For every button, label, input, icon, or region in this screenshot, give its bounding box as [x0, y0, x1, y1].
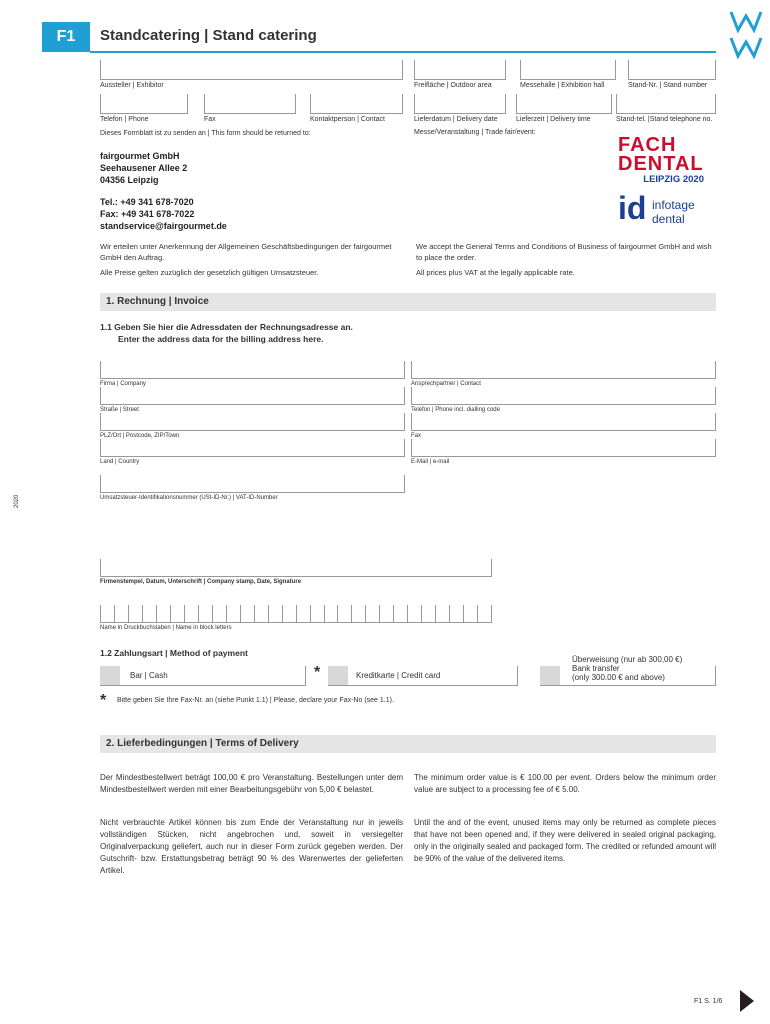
billing-email-label: E-Mail | e-mail	[411, 459, 450, 465]
outdoor-area-label: Freifläche | Outdoor area	[414, 82, 492, 89]
address-company: fairgourmet GmbH	[100, 151, 180, 161]
billing-fax-field[interactable]	[411, 413, 716, 431]
terms-en-1: We accept the General Terms and Conditions of Business of fairgourmet GmbH and wish to place the order.	[416, 242, 712, 262]
street-label: Straße | Street	[100, 407, 139, 413]
exhibition-hall-label: Messehalle | Exhibition hall	[520, 82, 605, 89]
stamp-signature-label: Firmenstempel, Datum, Unterschrift | Company stamp, Date, Signature	[100, 579, 302, 585]
id-text: id	[618, 190, 647, 226]
delivery-date-field[interactable]	[414, 94, 506, 114]
side-year-label: 2020	[14, 494, 20, 508]
payment-title: 1.2 Zahlungsart | Method of payment	[100, 648, 248, 658]
stand-telephone-label: Stand-tel. |Stand telephone no.	[616, 116, 713, 123]
fax-field[interactable]	[204, 94, 296, 114]
billing-phone-field[interactable]	[411, 387, 716, 405]
infotage-dental-logo	[618, 190, 718, 230]
billing-instruction-en: Enter the address data for the billing address here.	[118, 334, 324, 344]
section-delivery-bar	[100, 735, 716, 753]
billing-contact-field[interactable]	[411, 361, 716, 379]
block-letters-label: Name in Druckbuchstaben | Name in block letters	[100, 625, 232, 631]
delivery-en-1: The minimum order value is € 100.00 per event. Orders below the minimum order value are subject to a processing fee of € 5.00.	[414, 773, 716, 794]
phone-field[interactable]	[100, 94, 188, 114]
section-invoice-bar	[100, 293, 716, 311]
billing-phone-label: Telefon | Phone incl. dialling code	[411, 407, 500, 413]
contact-label: Kontaktperson | Contact	[310, 116, 385, 123]
credit-card-label: Kreditkarte | Credit card	[356, 671, 441, 680]
exhibition-hall-field[interactable]	[520, 60, 616, 80]
billing-email-field[interactable]	[411, 439, 716, 457]
page-title: Standcatering | Stand catering	[100, 27, 317, 44]
fax-label: Fax	[204, 116, 216, 123]
address-block	[100, 150, 187, 186]
next-page-arrow-icon[interactable]	[740, 990, 754, 1012]
country-field[interactable]	[100, 439, 405, 457]
country-label: Land | Country	[100, 459, 140, 465]
block-letters-field[interactable]	[100, 605, 492, 623]
company-label: Firma | Company	[100, 381, 146, 387]
contact-block	[100, 196, 227, 232]
street-field[interactable]	[100, 387, 405, 405]
page-number: F1 S. 1/6	[694, 998, 723, 1005]
leipzig-text: LEIPZIG 2020	[643, 174, 704, 185]
exhibitor-field[interactable]	[100, 60, 403, 80]
postcode-label: PLZ/Ort | Postcode, ZIP/Town	[100, 433, 180, 439]
billing-instruction-de: 1.1 Geben Sie hier die Adressdaten der Rechnungsadresse an.	[100, 322, 353, 332]
bank-transfer-label-note: (only 300.00 € and above)	[572, 673, 665, 682]
terms-de-2: Alle Preise gelten zuzüglich der gesetzlich gültigen Umsatzsteuer.	[100, 268, 319, 277]
fax-note: Bitte geben Sie Ihre Fax-Nr. an (siehe Punkt 1.1) | Please, declare your Fax-No (see 1.1).	[117, 697, 394, 704]
infotage-text: infotage	[652, 198, 695, 212]
address-street: Seehausener Allee 2	[100, 163, 188, 173]
delivery-date-label: Lieferdatum | Delivery date	[414, 116, 498, 123]
delivery-en-2: Until the and of the event, unused items may only be returned as complete pieces that have not been opened and, if they were delivered in sealed original packaging, only in the originally sealed and packaged form. The credited or refunded amount will be 90% of the value of the delivered items.	[414, 818, 716, 863]
bank-transfer-label	[572, 655, 682, 682]
credit-card-asterisk: *	[314, 664, 321, 681]
dental-sub-text: dental	[652, 212, 685, 226]
return-note: Dieses Formblatt ist zu senden an | This form should be returned to:	[100, 130, 311, 137]
delivery-de-1: Der Mindestbestellwert beträgt 100,00 € pro Veranstaltung. Bestellungen unter dem Mindestbestellwert werden mit einer Bearbeitungsgebühr von 5,00 € belastet.	[100, 773, 403, 794]
stand-number-label: Stand-Nr. | Stand number	[628, 82, 708, 89]
stand-number-field[interactable]	[628, 60, 716, 80]
bank-transfer-label-en: Bank transfer	[572, 664, 620, 673]
terms-en-2: All prices plus VAT at the legally applicable rate.	[416, 268, 575, 277]
contact-field[interactable]	[310, 94, 403, 114]
delivery-de-2: Nicht verbrauchte Artikel können bis zum Ende der Veranstaltung nur in jeweils vollständigen Stücken, nicht angebrochen und, soweit in versiegelter Originalverpackung geliefert, auch nur in dieser Form zurück gegeben werden. Der Gutschrift- bzw. Erstattungsbetrag beträgt 90 % des Warenwertes der gelieferten Artikel.	[100, 818, 403, 875]
fax-note-asterisk: *	[100, 692, 107, 709]
billing-fax-label: Fax	[411, 433, 422, 439]
vat-id-field[interactable]	[100, 475, 405, 493]
section-invoice-title: 1. Rechnung | Invoice	[106, 296, 209, 307]
fach-text: FACH	[618, 134, 677, 156]
terms-de-1: Wir erteilen unter Anerkennung der Allgemeinen Geschäftsbedingungen der fairgourmet GmbH den Auftrag.	[100, 242, 392, 262]
fachdental-logo	[618, 136, 710, 185]
trade-fair-label: Messe/Veranstaltung | Trade fair/event:	[414, 129, 536, 136]
contact-fax: Fax: +49 341 678-7022	[100, 209, 195, 219]
delivery-time-field[interactable]	[516, 94, 612, 114]
bank-transfer-label-de: Überweisung (nur ab 300,00 €)	[572, 655, 683, 664]
vat-id-label: Umsatzsteuer-Identifikationsnummer (USt-ID-Nr.) | VAT-ID-Number	[100, 495, 278, 501]
contact-tel: Tel.: +49 341 678-7020	[100, 197, 194, 207]
stamp-signature-field[interactable]	[100, 559, 492, 577]
form-badge: F1	[42, 22, 90, 52]
address-city: 04356 Leipzig	[100, 175, 159, 185]
title-rule	[90, 51, 716, 53]
contact-email: standservice@fairgourmet.de	[100, 221, 227, 231]
section-delivery-title: 2. Lieferbedingungen | Terms of Delivery	[106, 738, 299, 749]
billing-contact-label: Ansprechpartner | Contact	[411, 381, 481, 387]
company-field[interactable]	[100, 361, 405, 379]
dental-text: DENTAL	[618, 153, 704, 175]
stand-telephone-field[interactable]	[616, 94, 716, 114]
cash-label: Bar | Cash	[130, 671, 168, 680]
postcode-field[interactable]	[100, 413, 405, 431]
exhibitor-label: Aussteller | Exhibitor	[100, 82, 164, 89]
outdoor-area-field[interactable]	[414, 60, 506, 80]
leipziger-messe-logo-icon	[728, 8, 764, 62]
delivery-time-label: Lieferzeit | Delivery time	[516, 116, 591, 123]
phone-label: Telefon | Phone	[100, 116, 149, 123]
